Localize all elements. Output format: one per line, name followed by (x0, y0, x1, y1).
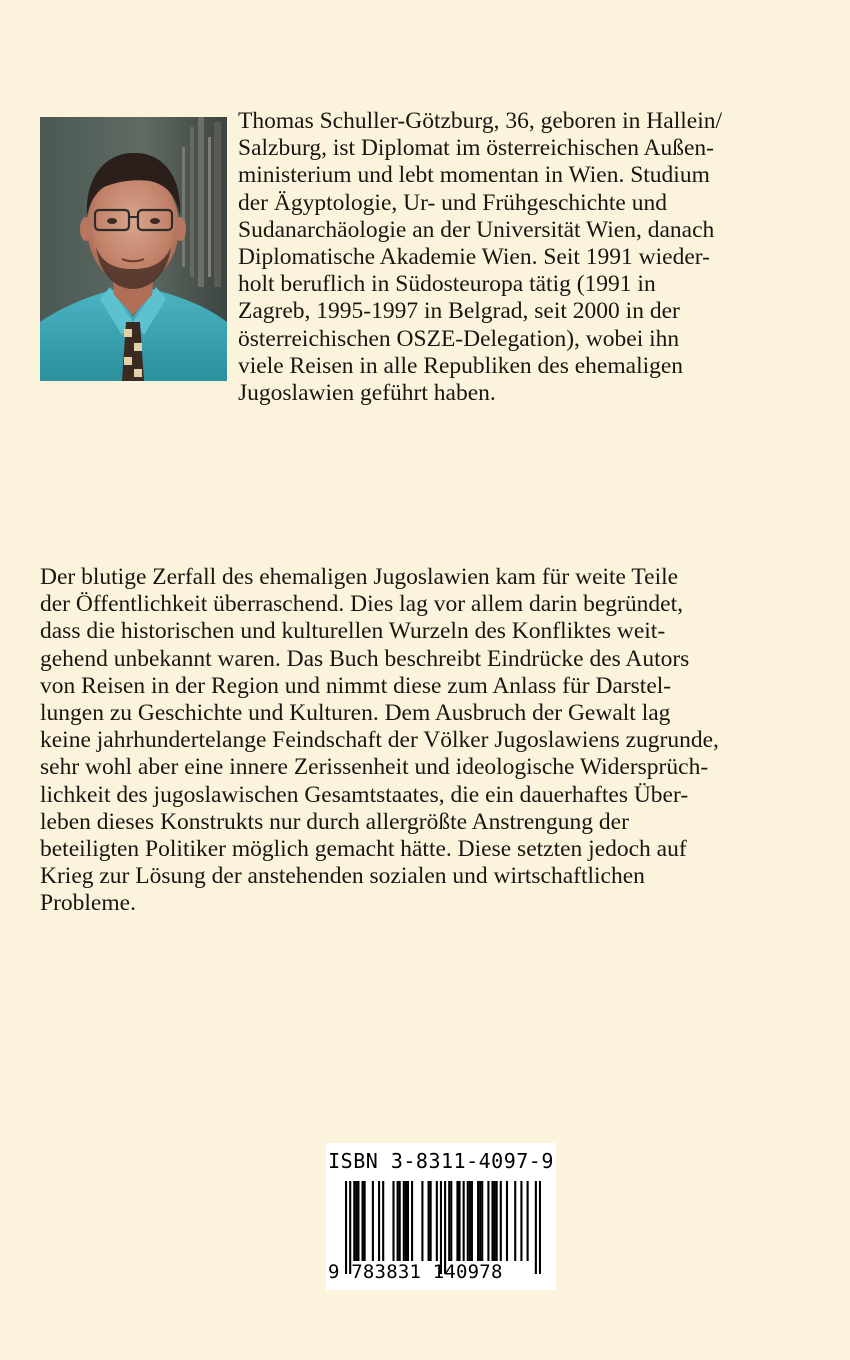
blurb-line: gehend unbekannt waren. Das Buch beschreibt Eindrücke des Autors (40, 645, 690, 672)
blurb-line: lungen zu Geschichte und Kulturen. Dem Ausbruch der Gewalt lag (40, 700, 671, 727)
bio-line: österreichischen OSZE-Delegation), wobei ihn (238, 325, 680, 352)
author-portrait-image (40, 117, 227, 381)
author-photo (40, 117, 227, 381)
barcode-bar (448, 1181, 450, 1261)
blurb-line: dass die historischen und kulturellen Wurzeln des Konfliktes weit- (40, 618, 666, 645)
barcode-bar (397, 1181, 399, 1261)
barcode-bar (500, 1181, 502, 1261)
blurb-line: Krieg zur Lösung der anstehenden sozialen und wirtschaftlichen (40, 863, 645, 890)
barcode-bar (469, 1181, 471, 1261)
barcode-bar (487, 1181, 489, 1261)
barcode-bar (477, 1181, 479, 1261)
barcode-bar (382, 1181, 384, 1261)
bio-line: Zagreb, 1995-1997 in Belgrad, seit 2000 in der (238, 298, 680, 325)
bio-line: viele Reisen in alle Republiken des ehemaligen (238, 352, 684, 379)
blurb-line: sehr wohl aber eine innere Zerissenheit und ideologische Widersprüch- (40, 754, 709, 781)
barcode-bar (496, 1181, 498, 1261)
ean-digits: 9 783831 140978 (328, 1261, 503, 1283)
barcode-bar (467, 1181, 469, 1261)
author-bio (238, 108, 838, 407)
bio-line: ministerium und lebt momentan in Wien. Studium (238, 162, 710, 189)
bio-line: Jugoslawien geführt haben. (238, 380, 496, 407)
blurb-line: leben dieses Konstrukts nur durch allergrößte Anstrengung der (40, 808, 629, 835)
barcode-bar (520, 1181, 522, 1261)
barcode-bar (456, 1181, 458, 1261)
barcode-bar (481, 1181, 483, 1261)
blurb-line: Probleme. (40, 890, 136, 917)
bio-line: der Ägyptologie, Ur- und Frühgeschichte und (238, 189, 667, 216)
barcode-bar (405, 1181, 407, 1261)
barcode-bar (392, 1181, 394, 1261)
barcode-bar (364, 1181, 366, 1261)
barcode-bar (411, 1181, 413, 1261)
barcode-bar (355, 1181, 357, 1261)
barcode-bar (372, 1181, 374, 1261)
blurb-line: von Reisen in der Region und nimmt diese zum Anlass für Darstel- (40, 672, 672, 699)
bio-line: Salzburg, ist Diplomat im österreichischen Außen- (238, 135, 715, 162)
barcode-bar (362, 1181, 364, 1261)
barcode-bar (458, 1181, 460, 1261)
barcode-bar (353, 1181, 355, 1261)
barcode-bar (436, 1181, 438, 1261)
barcode-bar (527, 1181, 529, 1261)
isbn-label: ISBN 3-8311-4097-9 (328, 1149, 554, 1173)
barcode-bar (450, 1181, 452, 1261)
bio-line: Thomas Schuller-Götzburg, 36, geboren in Hallein/ (238, 108, 722, 134)
barcode-bar (403, 1181, 405, 1261)
blurb-line: Der blutige Zerfall des ehemaligen Jugoslawien kam für weite Teile (40, 564, 679, 590)
blurb-line: keine jahrhundertelange Feindschaft der Völker Jugoslawiens zugrunde, (40, 727, 719, 754)
bio-line: Diplomatische Akademie Wien. Seit 1991 wieder- (238, 244, 710, 271)
barcode-bar (407, 1181, 409, 1261)
barcode-bar (378, 1181, 380, 1261)
barcode-bar (430, 1181, 432, 1261)
barcode-bar (471, 1181, 473, 1261)
barcode-bar (491, 1181, 493, 1261)
bio-line: holt beruflich in Südosteuropa tätig (1991 in (238, 271, 656, 298)
barcode-bar (463, 1181, 465, 1261)
blurb-line: lichkeit des jugoslawischen Gesamtstaates, die ein dauerhaftes Über- (40, 781, 689, 808)
barcode-bar (357, 1181, 359, 1261)
blurb-line: beteiligten Politiker möglich gemacht hätte. Diese setzten jedoch auf (40, 836, 687, 863)
barcode-bar (494, 1181, 496, 1261)
barcode-bar (421, 1181, 423, 1261)
bio-line: Sudanarchäologie an der Universität Wien, danach (238, 216, 715, 243)
barcode-bar (479, 1181, 481, 1261)
isbn-barcode-block (326, 1143, 556, 1290)
book-blurb (40, 564, 830, 918)
barcode-bar (428, 1181, 430, 1261)
barcode-bar (399, 1181, 401, 1261)
barcode-bar (514, 1181, 516, 1261)
barcode-bar (506, 1181, 508, 1261)
blurb-line: der Öffentlichkeit überraschend. Dies lag vor allem darin begründet, (40, 591, 683, 618)
